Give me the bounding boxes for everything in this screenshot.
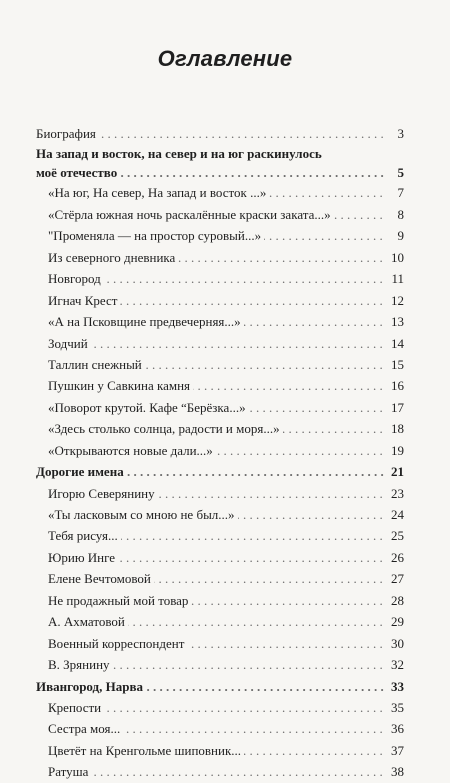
toc-entry-label-text: Таллин снежный bbox=[48, 357, 145, 372]
toc-entry-label bbox=[48, 525, 384, 546]
toc-entry bbox=[36, 182, 404, 203]
toc-entry-page-number: 21 bbox=[391, 464, 404, 480]
page-title: Оглавление bbox=[157, 46, 293, 71]
toc-entry bbox=[36, 311, 404, 332]
toc-entry-page-number: 37 bbox=[391, 742, 404, 758]
table-of-contents bbox=[36, 123, 404, 783]
toc-entry-label-text: «Здесь столько солнца, радости и моря...» bbox=[48, 421, 283, 436]
toc-entry bbox=[36, 654, 404, 675]
toc-entry-label-text: Дорогие имена bbox=[36, 464, 127, 479]
toc-entry-page-number: 11 bbox=[391, 271, 404, 287]
toc-entry bbox=[36, 144, 404, 182]
toc-entry-page-number: 32 bbox=[391, 657, 404, 673]
toc-entry-page-number: 10 bbox=[391, 249, 404, 265]
toc-entry-label bbox=[48, 547, 384, 568]
toc-entry bbox=[36, 676, 404, 697]
toc-entry-page-number: 38 bbox=[391, 764, 404, 780]
toc-entry-page-number: 25 bbox=[391, 528, 404, 544]
toc-entry bbox=[36, 483, 404, 504]
toc-entry-label-text: «Ты ласковым со мною не был...» bbox=[48, 507, 238, 522]
toc-entry bbox=[36, 633, 404, 654]
toc-entry-label bbox=[48, 333, 384, 354]
toc-entry-label bbox=[48, 418, 384, 439]
toc-entry-label-text: Тебя рисуя... bbox=[48, 528, 121, 543]
toc-entry bbox=[36, 418, 404, 439]
toc-entry-page-number: 33 bbox=[391, 678, 404, 694]
toc-entry bbox=[36, 354, 404, 375]
toc-entry-label bbox=[48, 225, 384, 246]
toc-entry bbox=[36, 268, 404, 289]
toc-entry-label bbox=[48, 697, 384, 718]
toc-entry-label-text: Крепости bbox=[48, 700, 104, 715]
toc-entry-label-text: Пушкин у Савкина камня bbox=[48, 378, 193, 393]
toc-entry-label bbox=[48, 633, 384, 654]
toc-entry bbox=[36, 333, 404, 354]
toc-entry bbox=[36, 761, 404, 782]
toc-entry-page-number: 19 bbox=[391, 442, 404, 458]
toc-entry-page-number: 17 bbox=[391, 399, 404, 415]
toc-entry-label bbox=[48, 568, 384, 589]
toc-entry-label-text: Биография bbox=[36, 126, 99, 141]
toc-entry-label-text: «На юг, На север, На запад и восток ...» bbox=[48, 185, 269, 200]
toc-entry bbox=[36, 375, 404, 396]
toc-entry-page-number: 7 bbox=[397, 185, 404, 201]
toc-entry-label bbox=[36, 676, 384, 697]
toc-entry bbox=[36, 611, 404, 632]
toc-entry bbox=[36, 740, 404, 761]
toc-entry-label-text: Игорю Северянину bbox=[48, 486, 158, 501]
toc-entry-label-text: Зодчий bbox=[48, 336, 91, 351]
toc-entry-label-text: Новгород bbox=[48, 271, 104, 286]
toc-entry bbox=[36, 397, 404, 418]
toc-entry-label bbox=[48, 311, 384, 332]
toc-entry-page-number: 5 bbox=[397, 165, 404, 181]
toc-entry-page-number: 3 bbox=[397, 126, 404, 141]
toc-entry-label bbox=[48, 290, 384, 311]
toc-entry bbox=[36, 718, 404, 739]
toc-entry-page-number: 24 bbox=[391, 507, 404, 522]
toc-entry-page-number: 8 bbox=[397, 206, 404, 222]
toc-entry bbox=[36, 204, 404, 225]
toc-entry-page-number: 12 bbox=[391, 292, 404, 308]
toc-entry-label-text: Цветёт на Кренгольме шиповник... bbox=[48, 743, 244, 758]
toc-entry-page-number: 23 bbox=[391, 485, 404, 501]
toc-entry-label bbox=[48, 504, 384, 525]
toc-entry-label-text: «Поворот крутой. Кафе “Берёзка...» bbox=[48, 400, 249, 415]
toc-entry bbox=[36, 590, 404, 611]
toc-entry-label-text: Не продажный мой товар bbox=[48, 593, 191, 608]
toc-entry bbox=[36, 461, 404, 482]
toc-entry-label bbox=[48, 204, 384, 225]
toc-entry-page-number: 36 bbox=[391, 721, 404, 737]
toc-entry-label bbox=[48, 590, 384, 611]
toc-entry-page-number: 27 bbox=[391, 571, 404, 587]
toc-entry-label bbox=[48, 761, 384, 782]
toc-entry-label bbox=[48, 440, 384, 461]
toc-entry bbox=[36, 568, 404, 589]
toc-entry-label-text: моё отечество bbox=[36, 165, 120, 180]
toc-entry-page-number: 16 bbox=[391, 378, 404, 394]
toc-entry-page-number: 35 bbox=[391, 699, 404, 715]
toc-entry bbox=[36, 123, 404, 144]
toc-entry-label bbox=[48, 654, 384, 675]
toc-entry-label-text: «А на Псковщине предвечерняя...» bbox=[48, 314, 244, 329]
toc-entry-page-number: 15 bbox=[391, 356, 404, 372]
toc-entry bbox=[36, 504, 404, 525]
toc-entry-label-text: Юрию Инге bbox=[48, 550, 118, 565]
toc-entry-label-text: В. Зрянину bbox=[48, 657, 113, 672]
toc-entry-page-number: 9 bbox=[397, 228, 404, 244]
toc-entry-page-number: 13 bbox=[391, 314, 404, 330]
toc-entry-label bbox=[48, 718, 384, 739]
toc-entry-title-line: На запад и восток, на север и на юг раскинулось bbox=[36, 146, 322, 162]
toc-entry bbox=[36, 697, 404, 718]
toc-entry-page-number: 18 bbox=[391, 421, 404, 437]
toc-entry-label bbox=[48, 397, 384, 418]
toc-entry-label-text: Ивангород, Нарва bbox=[36, 679, 146, 694]
toc-entry bbox=[36, 440, 404, 461]
toc-entry-label-text: Ратуша bbox=[48, 764, 91, 779]
toc-entry-label-text: Из северного дневника bbox=[48, 250, 178, 265]
toc-entry-page-number: 14 bbox=[391, 335, 404, 351]
toc-entry-label bbox=[36, 123, 384, 144]
toc-entry-label bbox=[48, 354, 384, 375]
toc-entry-label bbox=[48, 182, 384, 203]
toc-entry bbox=[36, 290, 404, 311]
toc-entry-label-text: Игнач Крест bbox=[48, 293, 120, 308]
toc-entry bbox=[36, 547, 404, 568]
toc-entry-label-text: Елене Вечтомовой bbox=[48, 571, 154, 586]
toc-entry-page-number: 28 bbox=[391, 592, 404, 608]
toc-entry-label bbox=[48, 611, 384, 632]
toc-entry-label-text: Сестра моя... bbox=[48, 721, 123, 736]
toc-entry-page-number: 26 bbox=[391, 549, 404, 565]
toc-entry-label bbox=[48, 375, 384, 396]
toc-entry bbox=[36, 525, 404, 546]
toc-entry-label bbox=[48, 268, 384, 289]
toc-entry-label bbox=[36, 163, 384, 182]
toc-entry bbox=[36, 247, 404, 268]
toc-entry-label bbox=[48, 247, 384, 268]
toc-entry-label bbox=[48, 483, 384, 504]
toc-entry-label bbox=[48, 740, 384, 761]
toc-entry-label-text: "Променяла — на простор суровый...» bbox=[48, 228, 264, 243]
toc-entry-label-text: Военный корреспондент bbox=[48, 636, 187, 651]
toc-entry-page-number: 30 bbox=[391, 635, 404, 651]
toc-entry-label bbox=[36, 461, 384, 482]
toc-entry-page-number: 29 bbox=[391, 614, 404, 630]
toc-entry-label-text: «Стёрла южная ночь раскалённые краски заката...» bbox=[48, 207, 334, 222]
toc-entry-label-text: А. Ахматовой bbox=[48, 614, 128, 629]
toc-entry-label-text: «Открываются новые дали...» bbox=[48, 443, 216, 458]
toc-entry bbox=[36, 225, 404, 246]
